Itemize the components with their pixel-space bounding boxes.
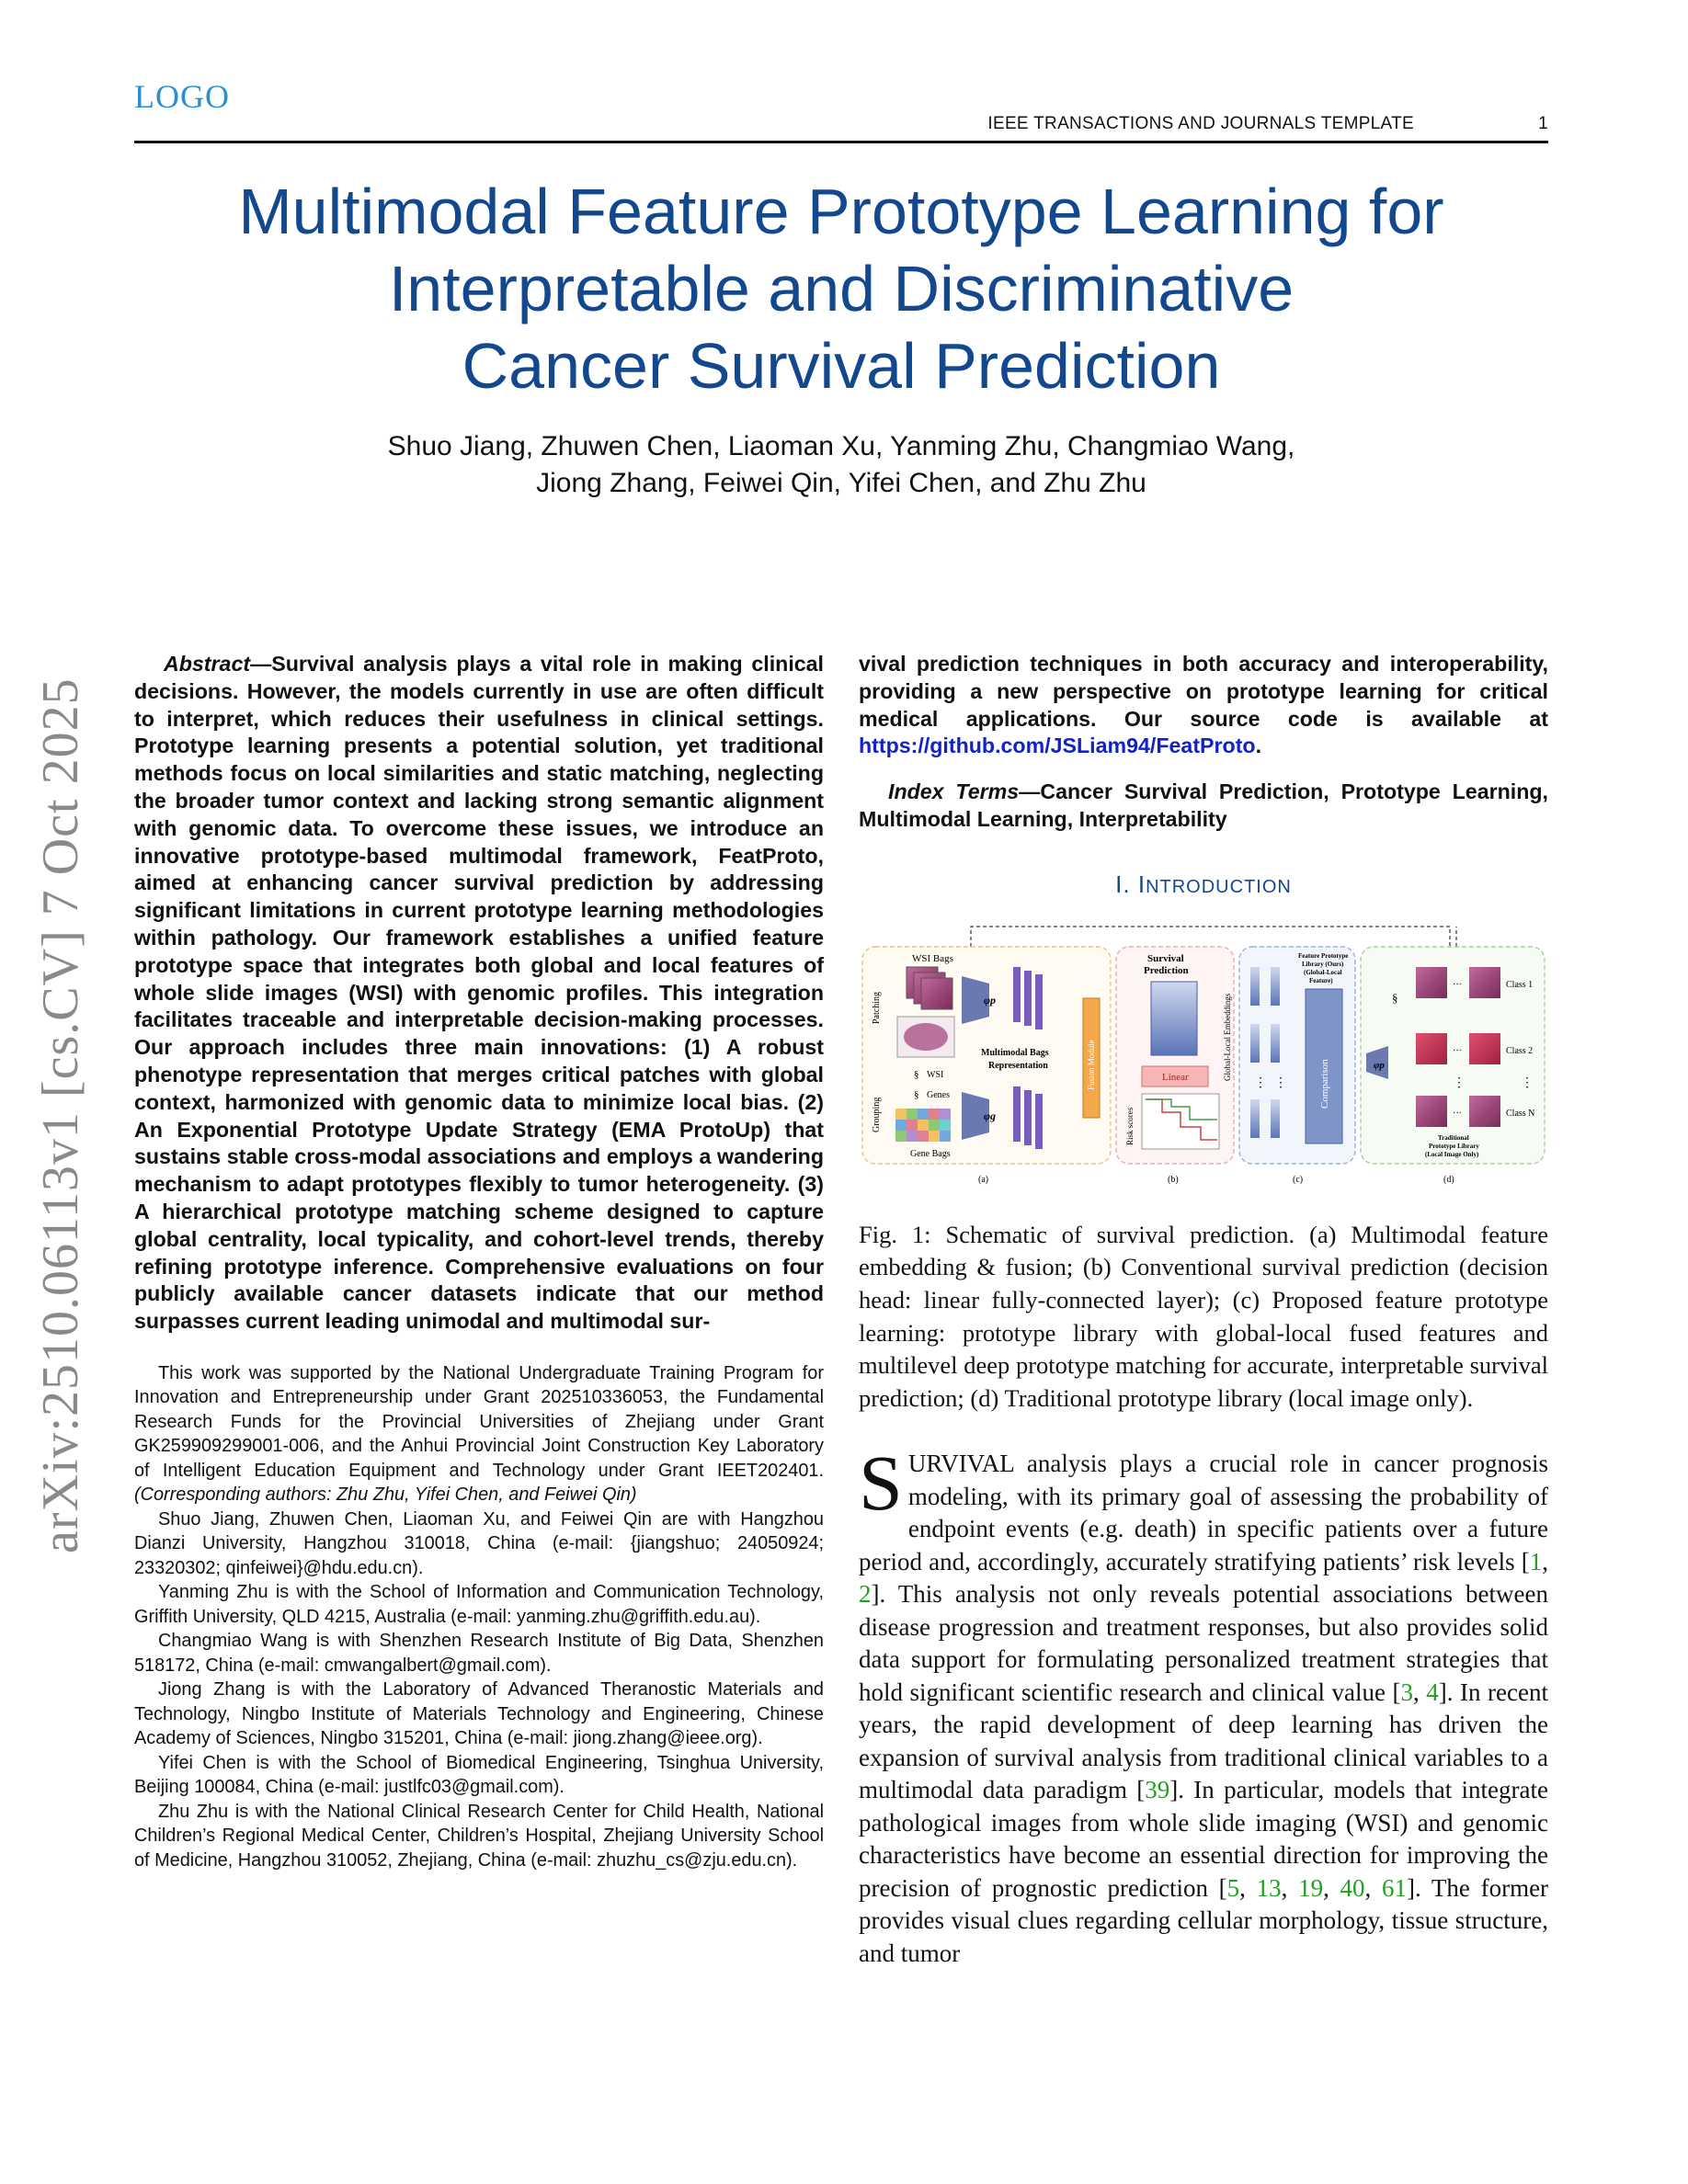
dna-icon: § <box>914 1068 919 1080</box>
author-list <box>134 428 1548 502</box>
section-numeral: I. <box>1115 870 1131 898</box>
citation-link[interactable]: 2 <box>859 1580 872 1609</box>
abstract-end: . <box>1255 734 1262 758</box>
svg-text:⋮: ⋮ <box>1254 1075 1267 1090</box>
intro-text: analysis plays a crucial role in cancer prognosis modeling, with its primary goal of assessing the probability of endpoint events (e.g. death) in specific patients over a future period and, accordingly, accurately stratifying patients’ risk levels [ <box>859 1450 1548 1575</box>
fpl-label: Feature) <box>1309 976 1333 984</box>
comparison-label: Comparison <box>1319 1059 1330 1109</box>
global-local-label: Global-Local Embeddings <box>1223 993 1232 1081</box>
svg-text:⋮: ⋮ <box>1274 1075 1287 1090</box>
phi-g-label: φg <box>984 1109 997 1122</box>
footnotes <box>134 1361 824 1873</box>
svg-text:⋮: ⋮ <box>1521 1075 1534 1090</box>
caption-text: Schematic of survival prediction. (a) Multimodal feature embedding & fusion; (b) Conventional survival prediction (decision head: linear fully-connected layer); (c) Proposed feature prototype learning: prototype library with global-local fused features and multilevel deep prototype matching for accurate, interpretable survival prediction; (d) Traditional prototype library (local image only). <box>859 1220 1549 1412</box>
abstract <box>134 651 824 1336</box>
wsi-bags-label: WSI Bags <box>912 952 953 964</box>
risk-scores-label: Risk scores <box>1125 1107 1135 1145</box>
panel-b-label: (b) <box>1168 1174 1179 1185</box>
right-column <box>859 651 1548 1970</box>
patching-label: Patching <box>872 991 882 1024</box>
citation-separator: , <box>1323 1873 1340 1902</box>
authors-line-2: Jiong Zhang, Feiwei Qin, Yifei Chen, and Zhu Zhu <box>536 468 1146 498</box>
mm-bags-label: Representation <box>988 1060 1048 1071</box>
dna-icon: § <box>914 1088 919 1100</box>
affiliation-note: Yanming Zhu is with the School of Information and Communication Technology, Griffith University, QLD 4215, Australia (e-mail: yanming.zhu@griffith.edu.au). <box>134 1582 824 1627</box>
genes-label: Genes <box>927 1089 950 1100</box>
trad-label: (Local Image Only) <box>1425 1150 1479 1158</box>
index-terms-text: Cancer Survival Prediction, Prototype Learning, Multimodal Learning, Interpretability <box>859 779 1548 831</box>
svg-text:···: ··· <box>1453 1045 1462 1056</box>
index-terms-dash: — <box>1019 779 1041 804</box>
affiliation-note: Zhu Zhu is with the National Clinical Research Center for Child Health, National Children’s Regional Medical Center, Children’s Hospital, Zhejiang University School of Medicine, Hangzhou 310052, Zhejiang, China (e-mail: zhuzhu_cs@zju.edu.cn). <box>134 1801 824 1871</box>
citation-link[interactable]: 39 <box>1145 1776 1170 1804</box>
panel-d-label: (d) <box>1443 1174 1454 1185</box>
citation-separator: , <box>1364 1873 1382 1902</box>
intro-lead: URVIVAL <box>907 1450 1014 1478</box>
abstract-continuation <box>859 651 1548 760</box>
wsi-embeddings <box>1013 967 1043 1029</box>
corresponding-authors: (Corresponding authors: Zhu Zhu, Yifei Chen, and Feiwei Qin) <box>134 1484 637 1506</box>
fpl-label: Library (Ours) <box>1302 960 1344 968</box>
funding-note <box>134 1361 824 1507</box>
gene-embeddings <box>1013 1086 1043 1149</box>
mm-bags-label: Multimodal Bags <box>981 1047 1049 1058</box>
gene-bags-grid <box>895 1109 951 1142</box>
affiliation-note: Changmiao Wang is with Shenzhen Research Institute of Big Data, Shenzhen 518172, China (e-mail: cmwangalbert@gmail.com). <box>134 1631 824 1676</box>
intro-text: ]. This analysis not only reveals potential associations between disease progression and treatment responses, but also provides solid data support for formulating personalized treatment strategies that hold significant scientific research and clinical value [ <box>859 1580 1548 1706</box>
code-link[interactable]: https://github.com/JSLiam94/FeatProto <box>859 734 1256 758</box>
wsi-tissue <box>904 1023 948 1051</box>
citation-link[interactable]: 4 <box>1426 1678 1439 1706</box>
citation-link[interactable]: 61 <box>1381 1873 1407 1902</box>
header-rule <box>134 141 1548 143</box>
left-column <box>134 651 824 1872</box>
affiliation-note: Jiong Zhang is with the Laboratory of Advanced Theranostic Materials and Technology, Ningbo Institute of Materials Technology and Engineering, Chinese Academy of Sciences, Ningbo 315201, China (e-mail: jiong.zhang@ieee.org). <box>134 1679 824 1749</box>
page-number: 1 <box>1538 114 1548 133</box>
class-2-label: Class 2 <box>1506 1045 1534 1056</box>
arxiv-stamp: arXiv:2510.06113v1 [cs.CV] 7 Oct 2025 <box>32 677 89 1553</box>
phi-p-label-d: φp <box>1374 1059 1385 1071</box>
intro-paragraph <box>859 1439 1549 1970</box>
abstract-text: Survival analysis plays a vital role in making clinical decisions. However, the models currently in use are often difficult to interpret, which reduces their usefulness in clinical settings. Prototype learning presents a potential solution, yet traditional methods focus on local similarities and static matching, neglecting the broader tumor context and lacking strong semantic alignment with genomic data. To overcome these issues, we introduce an innovative prototype-based multimodal framework, FeatProto, aimed at enhancing cancer survival prediction by addressing significant limitations in current prototype learning methodologies within pathology. Our framework establishes a unified feature prototype space that integrates both global and local features of whole slide images (WSI) with genomic profiles. This integration facilitates traceable and interpretable decision-making processes. Our approach includes three main innovations: (1) A robust phenotype representation that merges critical patches with global context, harmonized with genomic data to minimize local bias. (2) An Exponential Prototype Update Strategy (EMA ProtoUp) that sustains stable cross-modal associations and employs a wandering mechanism to adapt prototypes flexibly to tumor heterogeneity. (3) A hierarchical prototype matching scheme designed to capture global centrality, local typicality, and cohort-level trends, thereby refining prototype inference. Comprehensive evaluations on four publicly available cancer datasets indicate that our method surpasses current leading unimodal and multimodal sur- <box>134 652 824 1334</box>
citation-link[interactable]: 13 <box>1256 1873 1282 1902</box>
svg-text:···: ··· <box>1453 979 1462 990</box>
citation-link[interactable]: 1 <box>1529 1547 1543 1575</box>
svg-text:···: ··· <box>1453 1108 1462 1119</box>
survival-label: Prediction <box>1144 964 1189 976</box>
abstract-label: Abstract <box>164 652 251 676</box>
figure-1 <box>859 916 1548 1191</box>
funding-text: This work was supported by the National Undergraduate Training Program for Innovation and Entrepreneurship under Grant 202510336053, the Fundamental Research Funds for the Provincial Universities of Zhejiang under Grant GK259909299001-006, and the Anhui Provincial Joint Construction Key Laboratory of Intelligent Education Equipment and Technology under Grant IEET202401. <box>134 1362 824 1481</box>
citation-link[interactable]: 3 <box>1400 1678 1413 1706</box>
trad-label: Traditional <box>1438 1133 1469 1142</box>
figure-caption <box>859 1219 1548 1416</box>
phi-p-label: φp <box>984 993 997 1007</box>
fpl-label: Feature Prototype <box>1298 951 1349 960</box>
affiliation-note: Yifei Chen is with the School of Biomedical Engineering, Tsinghua University, Beijing 100084, China (e-mail: justlfc03@gmail.com). <box>134 1752 824 1798</box>
citation-separator: , <box>1239 1873 1257 1902</box>
intro-text: ]. In particular, models that integrate pathological images from whole slide imaging (WSI) and genomic characteristics have become an essential direction for improving the precision of prognostic prediction [ <box>859 1776 1548 1902</box>
grouping-label: Grouping <box>872 1097 882 1132</box>
section-initial: I <box>1137 870 1146 898</box>
paper-title <box>134 173 1548 404</box>
wsi-patch <box>921 978 952 1009</box>
panel-a-label: (a) <box>978 1174 989 1185</box>
dna-icon: § <box>1392 990 1398 1005</box>
running-head-text: IEEE TRANSACTIONS AND JOURNALS TEMPLATE <box>987 114 1414 133</box>
citation-link[interactable]: 5 <box>1226 1873 1240 1902</box>
abstract-dash: — <box>250 652 272 676</box>
top-connector <box>971 927 1450 947</box>
class-n-label: Class N <box>1506 1108 1535 1119</box>
class-1-label: Class 1 <box>1506 979 1534 990</box>
intro-text: ]. The former provides visual clues regarding cellular morphology, tissue structure, and tumor <box>859 1873 1549 1967</box>
index-terms-label: Index Terms <box>888 779 1020 804</box>
caption-label: Fig. 1: <box>859 1220 931 1248</box>
intro-text: ]. In recent years, the rapid development of deep learning has driven the expansion of survival analysis from traditional clinical variables to a multimodal data paradigm [ <box>859 1678 1548 1804</box>
fpl-label: (Global-Local <box>1304 968 1342 976</box>
svg-text:⋮: ⋮ <box>1453 1075 1466 1090</box>
abstract-continuation-text: vival prediction techniques in both accuracy and interoperability, providing a new perspective on prototype learning for critical medical applications. Our source code is available at <box>859 652 1548 731</box>
section-rest: NTRODUCTION <box>1146 876 1292 897</box>
dropcap: S <box>859 1439 903 1528</box>
citation-separator: , <box>1412 1678 1427 1706</box>
title-line-2: Interpretable and Discriminative <box>388 253 1295 324</box>
trad-label: Prototype Library <box>1429 1142 1479 1150</box>
gene-bags-label: Gene Bags <box>910 1148 951 1159</box>
affiliation-note: Shuo Jiang, Zhuwen Chen, Liaoman Xu, and Feiwei Qin are with Hangzhou Dianzi University, Hangzhou 310018, China (e-mail: {jiangshuo; 24050924; 23320302; qinfeiwei}@hdu.edu.cn). <box>134 1508 824 1578</box>
section-heading <box>859 870 1548 899</box>
wsi-label: WSI <box>927 1069 944 1080</box>
linear-label: Linear <box>1162 1071 1189 1083</box>
panel-c-label: (c) <box>1293 1174 1304 1185</box>
index-terms <box>859 779 1548 834</box>
logo: LOGO <box>134 78 230 115</box>
survival-label: Survival <box>1147 952 1184 964</box>
citation-separator: , <box>1542 1547 1548 1575</box>
embedding-stack <box>1151 982 1197 1055</box>
title-line-1: Multimodal Feature Prototype Learning for <box>238 176 1444 247</box>
fusion-label: Fusion Module <box>1087 1040 1096 1090</box>
figure-diagram <box>859 916 1548 1191</box>
authors-line-1: Shuo Jiang, Zhuwen Chen, Liaoman Xu, Yanming Zhu, Changmiao Wang, <box>387 431 1295 461</box>
citation-separator: , <box>1281 1873 1299 1902</box>
citation-link[interactable]: 40 <box>1340 1873 1365 1902</box>
title-line-3: Cancer Survival Prediction <box>462 330 1221 402</box>
citation-link[interactable]: 19 <box>1298 1873 1324 1902</box>
